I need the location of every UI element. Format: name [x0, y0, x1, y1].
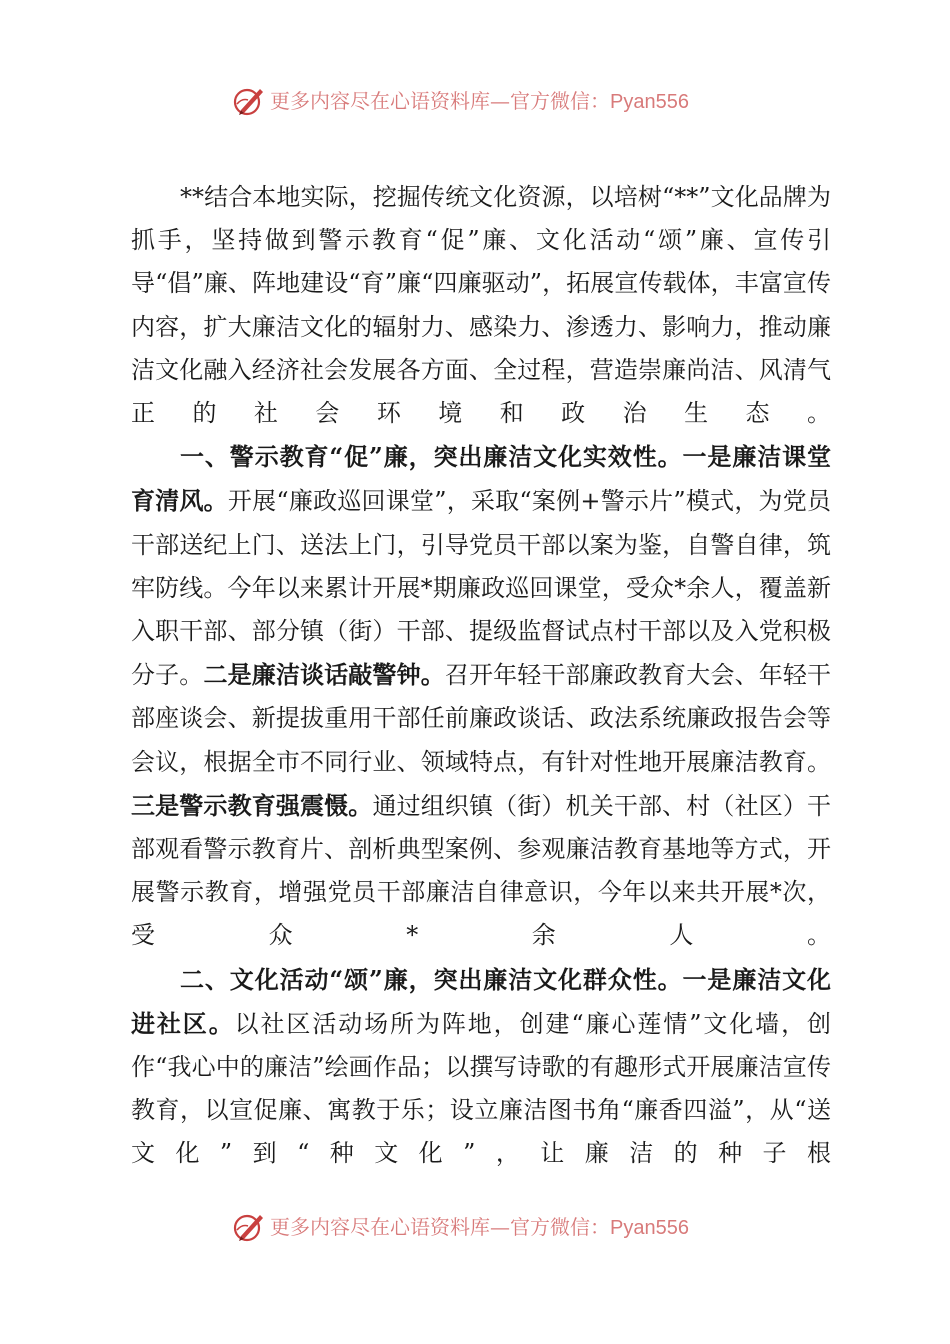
banner-wechat-id: Pyan556 [610, 91, 689, 113]
section-1-paragraph [131, 435, 831, 957]
section-1-point-1-title: 一是廉洁课堂育清风。 [131, 442, 832, 516]
section-1-point-2-title: 二是廉洁谈话敲警钟。 [203, 660, 445, 690]
section-1-point-3-text: 通过组织镇（街）机关干部、村（社区）干部观看警示教育片、剖析典型案例、参观廉洁教育基地等方式，开展警示教育，增强党员干部廉洁自律意识，今年以来共开展*次，受众*余人。 [131, 791, 832, 950]
section-2-point-1-title: 一是廉洁文化进社区。 [131, 964, 832, 1038]
banner-text [270, 1214, 689, 1241]
section-1-point-3-title: 三是警示教育强震慑。 [131, 790, 373, 820]
section-1-point-1-text: 开展“廉政巡回课堂”，采取“案例+警示片”模式，为党员干部送纪上门、送法上门，引导党员干部以案为鉴，自警自律，筑牢防线。今年以来累计开展*期廉政巡回课堂，受众*余人，覆盖新入职干部、部分镇（街）干部、提级监督试点村干部以及入党积极分子。 [131, 487, 832, 690]
banner-text [270, 88, 689, 115]
section-2-heading: 二、文化活动“颂”廉，突出廉洁文化群众性。 [180, 964, 683, 994]
footer-banner [0, 1210, 950, 1250]
banner-slogan: 更多内容尽在心语资料库—官方微信： [270, 89, 610, 113]
header-banner [0, 84, 950, 124]
banner-slogan: 更多内容尽在心语资料库—官方微信： [270, 1215, 610, 1239]
banner-wechat-id: Pyan556 [610, 1217, 689, 1239]
section-1-heading: 一、警示教育“促”廉，突出廉洁文化实效性。 [180, 442, 683, 472]
intro-paragraph: **结合本地实际，挖掘传统文化资源，以培树“**”文化品牌为抓手，坚持做到警示教育“促”廉、文化活动“颂”廉、宣传引导“倡”廉、阵地建设“育”廉“四廉驱动”，拓展宣传载体，丰富宣传内容，扩大廉洁文化的辐射力、感染力、渗透力、影响力，推动廉洁文化融入经济社会发展各方面、全过程，营造崇廉尚洁、风清气正的社会环境和政治生态。 [131, 183, 831, 428]
pen-logo-icon [232, 84, 266, 118]
document-body [131, 176, 831, 1176]
section-2-point-1-text: 以社区活动场所为阵地，创建“廉心莲情”文化墙，创作“我心中的廉洁”绘画作品；以撰写诗歌的有趣形式开展廉洁宣传教育，以宣促廉、寓教于乐；设立廉洁图书角“廉香四溢”，从“送文化”到“种文化”，让廉洁的种子根 [131, 1009, 831, 1168]
section-1-point-2-text: 召开年轻干部廉政教育大会、年轻干部座谈会、新提拔重用干部任前廉政谈话、政法系统廉政报告会等会议，根据全市不同行业、领域特点，有针对性地开展廉洁教育。 [131, 661, 832, 776]
pen-logo-icon [232, 1210, 266, 1244]
section-2-paragraph [131, 958, 831, 1176]
